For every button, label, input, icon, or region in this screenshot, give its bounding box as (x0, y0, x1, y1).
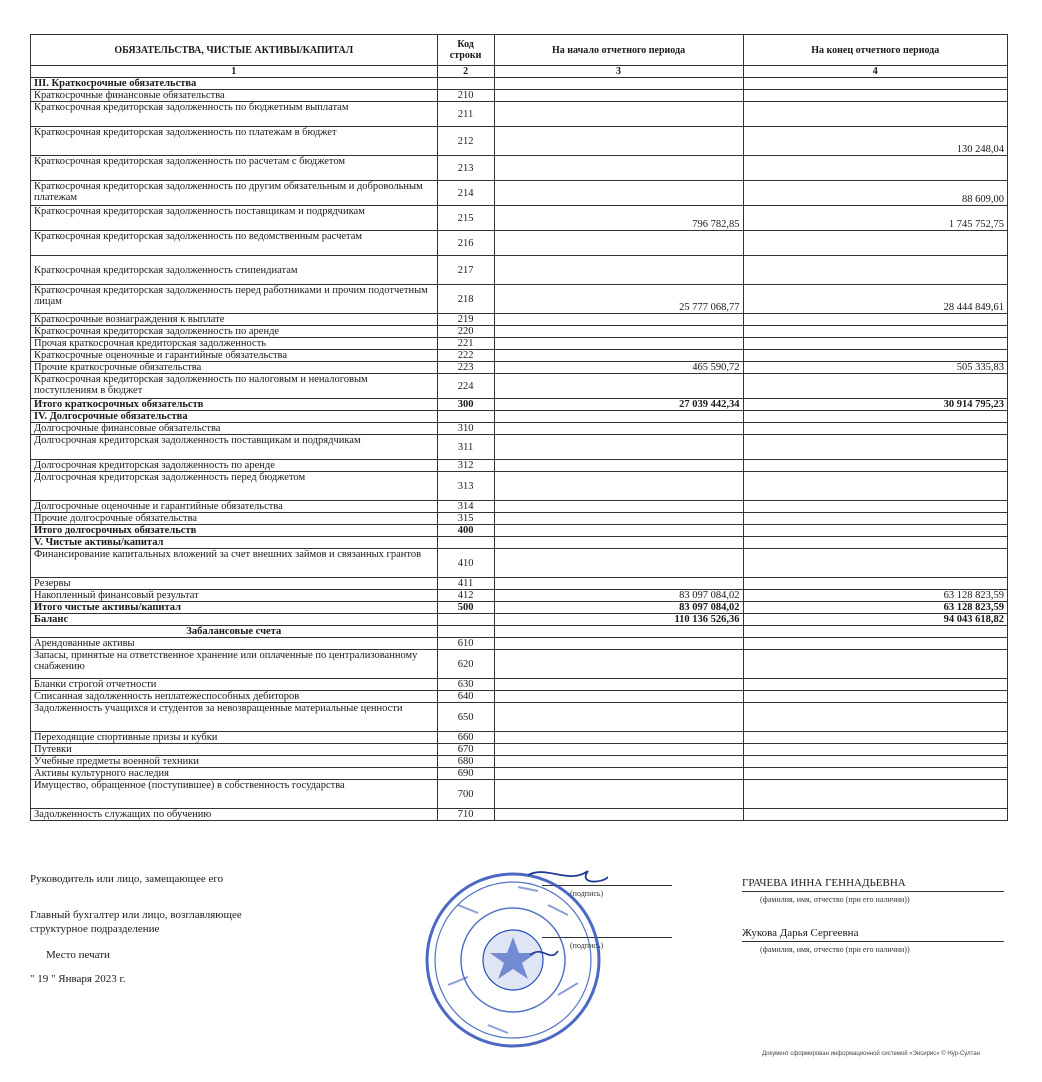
row-code: 218 (437, 285, 494, 314)
header-col3: На начало отчетного периода (494, 35, 743, 66)
table-row (31, 326, 1008, 338)
row-label: Долгосрочные финансовые обязательства (31, 423, 438, 435)
table-row (31, 350, 1008, 362)
start-value: 27 039 442,34 (494, 399, 743, 411)
system-footnote: Документ сформирован информационной системой «Энсирис» © Нур-Султан (762, 1051, 980, 1057)
row-code: 610 (437, 638, 494, 650)
header-row (31, 35, 1008, 66)
document-date: " 19 " Января 2023 г. (30, 973, 126, 985)
row-label: Активы культурного наследия (31, 768, 438, 780)
row-label: Долгосрочные оценочные и гарантийные обязательства (31, 501, 438, 513)
table-row (31, 423, 1008, 435)
head-name: ГРАЧЕВА ИННА ГЕННАДЬЕВНА (742, 877, 1004, 892)
row-code: 220 (437, 326, 494, 338)
row-label: Краткосрочная кредиторская задолженность по другим обязательным и добровольным платежам (31, 181, 438, 206)
row-label: Прочие краткосрочные обязательства (31, 362, 438, 374)
table-row (31, 374, 1008, 399)
table-row (31, 703, 1008, 732)
row-code: 211 (437, 102, 494, 127)
row-label: Арендованные активы (31, 638, 438, 650)
row-label: Краткосрочные вознаграждения к выплате (31, 314, 438, 326)
table-row (31, 809, 1008, 821)
row-code: 210 (437, 90, 494, 102)
row-label: Долгосрочная кредиторская задолженность перед бюджетом (31, 472, 438, 501)
row-label: Итого долгосрочных обязательств (31, 525, 438, 537)
signature-hint: (подпись) (570, 889, 604, 898)
row-code: 650 (437, 703, 494, 732)
row-code: 500 (437, 602, 494, 614)
seal-place-label: Место печати (46, 949, 110, 961)
row-code: 314 (437, 501, 494, 513)
head-name-hint: (фамилия, имя, отчество (при его наличии)) (760, 895, 910, 904)
row-code: 700 (437, 780, 494, 809)
balance-sheet (30, 34, 1008, 821)
balance-row (31, 614, 1008, 626)
official-seal-icon (418, 865, 608, 1055)
section-title: III. Краткосрочные обязательства (31, 78, 438, 90)
table-row (31, 732, 1008, 744)
accountant-name: Жукова Дарья Сергеевна (742, 927, 1004, 942)
row-label: Долгосрочная кредиторская задолженность поставщикам и подрядчикам (31, 435, 438, 460)
table-row (31, 549, 1008, 578)
table-row (31, 460, 1008, 472)
section-title: IV. Долгосрочные обязательства (31, 411, 438, 423)
table-row (31, 578, 1008, 590)
total-row (31, 525, 1008, 537)
row-code: 710 (437, 809, 494, 821)
signature-hint: (подпись) (570, 941, 604, 950)
offbalance-heading (31, 626, 1008, 638)
row-label: Путевки (31, 744, 438, 756)
section-heading (31, 537, 1008, 549)
col-number: 3 (494, 66, 743, 78)
row-code: 222 (437, 350, 494, 362)
row-label: Краткосрочная кредиторская задолженность по ведомственным расчетам (31, 231, 438, 256)
start-value: 796 782,85 (494, 206, 743, 231)
start-value: 25 777 068,77 (494, 285, 743, 314)
end-value: 28 444 849,61 (743, 285, 1008, 314)
row-code: 212 (437, 127, 494, 156)
row-code: 300 (437, 399, 494, 411)
table-row (31, 768, 1008, 780)
table-row (31, 90, 1008, 102)
table-row (31, 314, 1008, 326)
row-label: Краткосрочная кредиторская задолженность перед работниками и прочим подотчетным лицам (31, 285, 438, 314)
table-row (31, 435, 1008, 460)
liabilities-table (30, 34, 1008, 821)
row-code: 217 (437, 256, 494, 285)
end-value: 505 335,83 (743, 362, 1008, 374)
head-label: Руководитель или лицо, замещающее его (30, 873, 224, 885)
table-row (31, 590, 1008, 602)
row-code: 411 (437, 578, 494, 590)
row-code: 670 (437, 744, 494, 756)
row-code: 410 (437, 549, 494, 578)
table-row (31, 206, 1008, 231)
row-label: Краткосрочная кредиторская задолженность по бюджетным выплатам (31, 102, 438, 127)
table-row (31, 472, 1008, 501)
row-label: Краткосрочная кредиторская задолженность по платежам в бюджет (31, 127, 438, 156)
header-col2: Код строки (437, 35, 494, 66)
section-title: V. Чистые активы/капитал (31, 537, 438, 549)
header-col1: ОБЯЗАТЕЛЬСТВА, ЧИСТЫЕ АКТИВЫ/КАПИТАЛ (31, 35, 438, 66)
accountant-label-1: Главный бухгалтер или лицо, возглавляющее (30, 909, 242, 921)
row-label: Запасы, принятые на ответственное хранение или оплаченные по централизованному снабжению (31, 650, 438, 679)
row-code: 224 (437, 374, 494, 399)
row-label: Списанная задолженность неплатежеспособных дебиторов (31, 691, 438, 703)
table-row (31, 756, 1008, 768)
row-code: 412 (437, 590, 494, 602)
row-label: Прочая краткосрочная кредиторская задолженность (31, 338, 438, 350)
table-row (31, 513, 1008, 525)
row-label: Итого краткосрочных обязательств (31, 399, 438, 411)
table-row (31, 780, 1008, 809)
row-code: 214 (437, 181, 494, 206)
row-code: 221 (437, 338, 494, 350)
start-value: 110 136 526,36 (494, 614, 743, 626)
header-col4: На конец отчетного периода (743, 35, 1008, 66)
row-label: Задолженность служащих по обучению (31, 809, 438, 821)
row-code: 310 (437, 423, 494, 435)
row-code: 213 (437, 156, 494, 181)
row-code: 690 (437, 768, 494, 780)
table-row (31, 744, 1008, 756)
table-row (31, 338, 1008, 350)
row-label: Переходящие спортивные призы и кубки (31, 732, 438, 744)
row-label: Имущество, обращенное (поступившее) в собственность государства (31, 780, 438, 809)
total-row (31, 602, 1008, 614)
row-code: 660 (437, 732, 494, 744)
row-label: Накопленный финансовый результат (31, 590, 438, 602)
row-code: 219 (437, 314, 494, 326)
col-number: 2 (437, 66, 494, 78)
section-title: Забалансовые счета (31, 626, 438, 638)
row-code: 223 (437, 362, 494, 374)
signature-block (30, 865, 1010, 1065)
table-row (31, 231, 1008, 256)
row-label: Задолженность учащихся и студентов за невозвращенные материальные ценности (31, 703, 438, 732)
row-label: Краткосрочные финансовые обязательства (31, 90, 438, 102)
table-row (31, 501, 1008, 513)
table-row (31, 156, 1008, 181)
row-code: 630 (437, 679, 494, 691)
section-heading (31, 411, 1008, 423)
col-number: 4 (743, 66, 1008, 78)
end-value: 30 914 795,23 (743, 399, 1008, 411)
row-label: Бланки строгой отчетности (31, 679, 438, 691)
table-row (31, 127, 1008, 156)
end-value: 63 128 823,59 (743, 602, 1008, 614)
row-label: Краткосрочная кредиторская задолженность стипендиатам (31, 256, 438, 285)
start-value: 83 097 084,02 (494, 602, 743, 614)
row-label: Резервы (31, 578, 438, 590)
start-value: 83 097 084,02 (494, 590, 743, 602)
end-value: 130 248,04 (743, 127, 1008, 156)
row-label: Итого чистые активы/капитал (31, 602, 438, 614)
end-value: 1 745 752,75 (743, 206, 1008, 231)
row-label: Краткосрочная кредиторская задолженность поставщикам и подрядчикам (31, 206, 438, 231)
row-code: 640 (437, 691, 494, 703)
table-row (31, 102, 1008, 127)
end-value: 63 128 823,59 (743, 590, 1008, 602)
row-label: Финансирование капитальных вложений за счет внешних займов и связанных грантов (31, 549, 438, 578)
row-label: Краткосрочные оценочные и гарантийные обязательства (31, 350, 438, 362)
row-label: Прочие долгосрочные обязательства (31, 513, 438, 525)
row-code: 215 (437, 206, 494, 231)
row-code: 620 (437, 650, 494, 679)
table-row (31, 362, 1008, 374)
table-row (31, 650, 1008, 679)
end-value: 88 609,00 (743, 181, 1008, 206)
row-label: Краткосрочная кредиторская задолженность по расчетам с бюджетом (31, 156, 438, 181)
accountant-label-2: структурное подразделение (30, 923, 160, 935)
row-code: 400 (437, 525, 494, 537)
row-code: 311 (437, 435, 494, 460)
table-row (31, 181, 1008, 206)
table-row (31, 638, 1008, 650)
row-label: Учебные предметы военной техники (31, 756, 438, 768)
row-code: 315 (437, 513, 494, 525)
row-label: Долгосрочная кредиторская задолженность по аренде (31, 460, 438, 472)
col-number: 1 (31, 66, 438, 78)
row-code: 680 (437, 756, 494, 768)
table-row (31, 679, 1008, 691)
section-heading (31, 78, 1008, 90)
table-row (31, 256, 1008, 285)
table-row (31, 285, 1008, 314)
table-row (31, 691, 1008, 703)
column-number-row (31, 66, 1008, 78)
start-value: 465 590,72 (494, 362, 743, 374)
end-value: 94 043 618,82 (743, 614, 1008, 626)
row-code: 312 (437, 460, 494, 472)
accountant-name-hint: (фамилия, имя, отчество (при его наличии)) (760, 945, 910, 954)
row-label: Баланс (31, 614, 438, 626)
row-code: 216 (437, 231, 494, 256)
row-code: 313 (437, 472, 494, 501)
row-label: Краткосрочная кредиторская задолженность по аренде (31, 326, 438, 338)
total-row (31, 399, 1008, 411)
row-label: Краткосрочная кредиторская задолженность по налоговым и неналоговым поступлениям в бюджет (31, 374, 438, 399)
